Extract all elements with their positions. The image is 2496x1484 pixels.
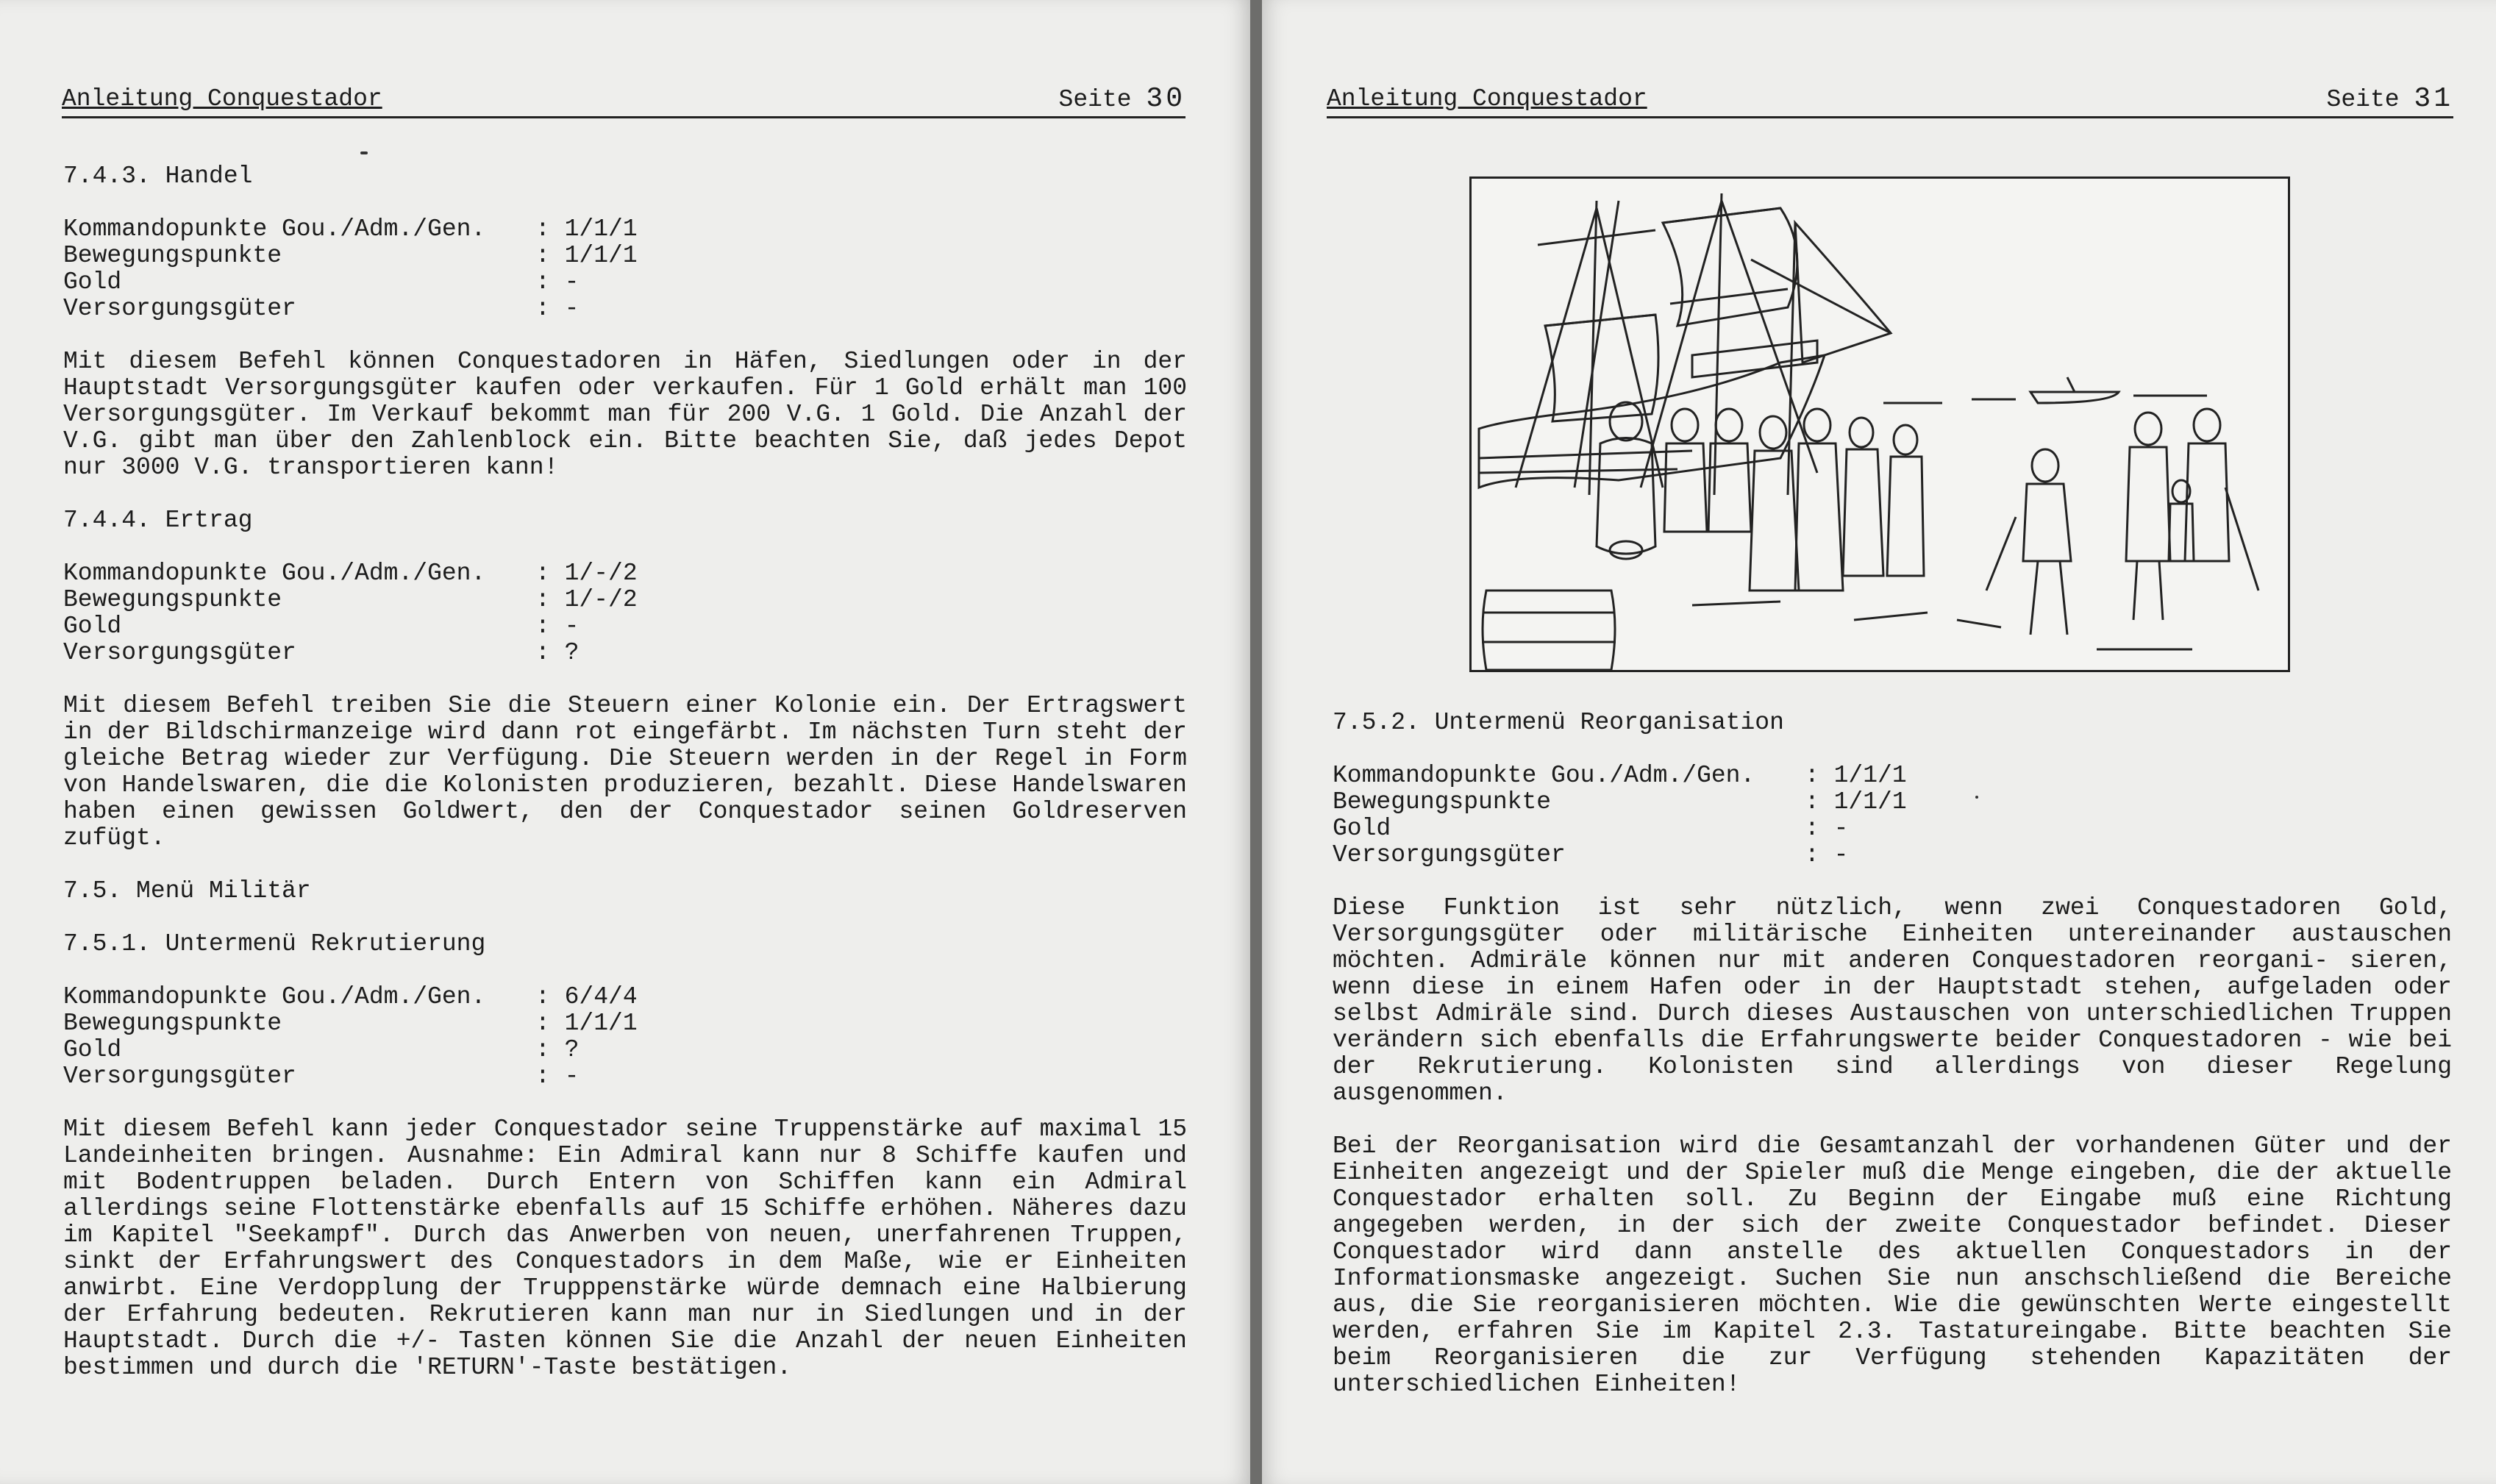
menu-heading-militaer: 7.5. Menü Militär [63,877,311,905]
stats-row [1333,789,2452,816]
section-heading-reorganisation: 7.5.2. Untermenü Reorganisation [1333,709,1784,736]
stats-key: Versorgungsgüter [63,1063,296,1090]
stats-row [63,216,1187,243]
stats-value: : ? [535,1036,580,1063]
stats-row [63,613,1187,640]
ship-crowd-drawing [1472,179,2288,670]
paragraph-ertrag: Mit diesem Befehl treiben Sie die Steuern einer Kolonie ein. Der Ertragswert in der Bildschirmanzeige wird dann rot eingefärbt. Im nächsten Turn steht der gleiche Betrag wieder zur Verfügung. Die Steuern werden in der Regel in Form von Handelswaren, die die Kolonisten produzieren, bezahlt. Diese Handelswaren haben einen gewissen Goldwert, den der Conquestador seinen Goldreserven zufügt. [63,692,1187,852]
right-page-number: 31 [2414,83,2453,115]
stats-key: Kommandopunkte Gou./Adm./Gen. [1333,762,1755,789]
stats-value: : 1/1/1 [535,1010,638,1037]
stats-key: Kommandopunkte Gou./Adm./Gen. [63,983,486,1010]
stats-key: Versorgungsgüter [63,295,296,322]
stats-value: : - [535,1063,580,1090]
right-header-title: Anleitung Conquestador [1327,85,1647,113]
stats-value: : 1/1/1 [535,215,638,243]
stats-value: : - [1805,815,1849,842]
stats-value: : 1/1/1 [1805,762,1907,789]
stats-row [63,640,1187,666]
stats-value: : 6/4/4 [535,983,638,1010]
left-page-number-label [1059,82,1185,117]
stats-value: : 1/-/2 [535,586,638,613]
book-gutter [1250,0,1262,1484]
stats-key: Gold [63,1036,122,1063]
stats-value: : - [535,268,580,296]
right-page-content [1333,710,2452,1424]
left-page-header [62,82,1185,118]
right-page-number-label [2327,82,2453,117]
stats-row [63,1037,1187,1063]
print-speck [360,151,368,154]
section-heading-ertrag: 7.4.4. Ertrag [63,507,253,534]
stats-key: Bewegungspunkte [1333,788,1552,816]
stats-key: Kommandopunkte Gou./Adm./Gen. [63,215,486,243]
left-page-number: 30 [1146,83,1185,115]
print-speck [1975,796,1978,799]
stats-table-rekrutierung [63,984,1187,1090]
stats-key: Versorgungsgüter [63,639,296,666]
stats-key: Gold [63,268,122,296]
stats-row [63,296,1187,322]
stats-value: : 1/1/1 [535,242,638,269]
section-heading-rekrutierung: 7.5.1. Untermenü Rekrutierung [63,930,486,957]
stats-table-reorganisation [1333,763,2452,868]
stats-row [63,984,1187,1010]
stats-row [63,560,1187,587]
right-page-header [1327,82,2453,118]
stats-key: Gold [1333,815,1391,842]
stats-key: Bewegungspunkte [63,586,282,613]
stats-key: Bewegungspunkte [63,242,282,269]
stats-table-ertrag [63,560,1187,666]
paragraph-reorganisation-2: Bei der Reorganisation wird die Gesamtanzahl der vorhandenen Güter und der Einheiten angezeigt und der Spieler muß die Menge eingeben, die der aktuelle Conquestador erhalten soll. Zu Beginn der Eingabe muß eine Richtung angegeben werden, in der sich der zweite Conquestador befindet. Dieser Conquestador wird dann anstelle des aktuellen Conquestadors in der Informationsmaske angezeigt. Suchen Sie nun anschschließend die Bereiche aus, die Sie reorganisieren möchten. Wie die gewünschten Werte eingestellt werden, erfahren Sie im Kapitel 2.3. Tastatureingabe. Bitte beachten Sie beim Reorganisieren die zur Verfügung stehenden Kapazitäten der unterschiedlichen Einheiten! [1333,1132,2452,1398]
stats-value: : ? [535,639,580,666]
paragraph-handel: Mit diesem Befehl können Conquestadoren in Häfen, Siedlungen oder in der Hauptstadt Versorgungsgüter kaufen oder verkaufen. Für 1 Gold erhält man 100 Versorgungsgüter. Im Verkauf bekommt man für 200 V.G. 1 Gold. Die Anzahl der V.G. gibt man über den Zahlenblock ein. Bitte beachten Sie, daß jedes Depot nur 3000 V.G. transportieren kann! [63,348,1187,481]
section-heading-handel: 7.4.3. Handel [63,163,253,190]
stats-row [63,1010,1187,1037]
left-header-title: Anleitung Conquestador [62,85,382,113]
paragraph-reorganisation-1: Diese Funktion ist sehr nützlich, wenn zwei Conquestadoren Gold, Versorgungsgüter oder militärische Einheiten untereinander austauschen möchten. Admiräle können nur mit anderen Conquestadoren reorgani- sieren, wenn diese in einem Hafen oder in der Hauptstadt stehen, aufgeladen oder selbst Admiräle sind. Durch dieses Austauschen von unterschiedlichen Truppen verändern sich ebenfalls die Erfahrungswerte beider Conquestadoren - wie bei der Rekrutierung. Kolonisten sind allerdings von dieser Regelung ausgenommen. [1333,894,2452,1107]
harbour-ship-illustration [1469,176,2290,672]
stats-row [63,1063,1187,1090]
stats-value: : - [1805,841,1849,868]
left-page-content [63,163,1187,1408]
stats-key: Gold [63,613,122,640]
left-page-label: Seite [1058,86,1132,113]
stats-table-handel [63,216,1187,322]
stats-key: Bewegungspunkte [63,1010,282,1037]
right-page [1262,0,2496,1484]
paragraph-rekrutierung: Mit diesem Befehl kann jeder Conquestador seine Truppenstärke auf maximal 15 Landeinheiten bringen. Ausnahme: Ein Admiral kann nur 8 Schiffe kaufen und mit Bodentruppen beladen. Durch Entern von Schiffen kann ein Admiral allerdings seine Flottenstärke ebenfalls auf 15 Schiffe erhöhen. Näheres dazu im Kapitel "Seekampf". Durch das Anwerben von neuen, unerfahrenen Truppen, sinkt der Erfahrungswert des Conquestadors in dem Maße, wie er Einheiten anwirbt. Eine Verdopplung der Trupppenstärke würde demnach eine Halbierung der Erfahrung bedeuten. Rekrutieren kann man nur in Siedlungen und in der Hauptstadt. Durch die +/- Tasten können Sie die Anzahl der neuen Einheiten bestimmen und durch die 'RETURN'-Taste bestätigen. [63,1116,1187,1381]
stats-row [1333,763,2452,789]
stats-row [63,587,1187,613]
stats-row [1333,842,2452,868]
stats-value: : 1/-/2 [535,560,638,587]
stats-value: : - [535,613,580,640]
stats-key: Versorgungsgüter [1333,841,1566,868]
stats-value: : 1/1/1 [1805,788,1907,816]
stats-row [1333,816,2452,842]
stats-row [63,269,1187,296]
right-page-label: Seite [2326,86,2400,113]
stats-row [63,243,1187,269]
stats-key: Kommandopunkte Gou./Adm./Gen. [63,560,486,587]
stats-value: : - [535,295,580,322]
